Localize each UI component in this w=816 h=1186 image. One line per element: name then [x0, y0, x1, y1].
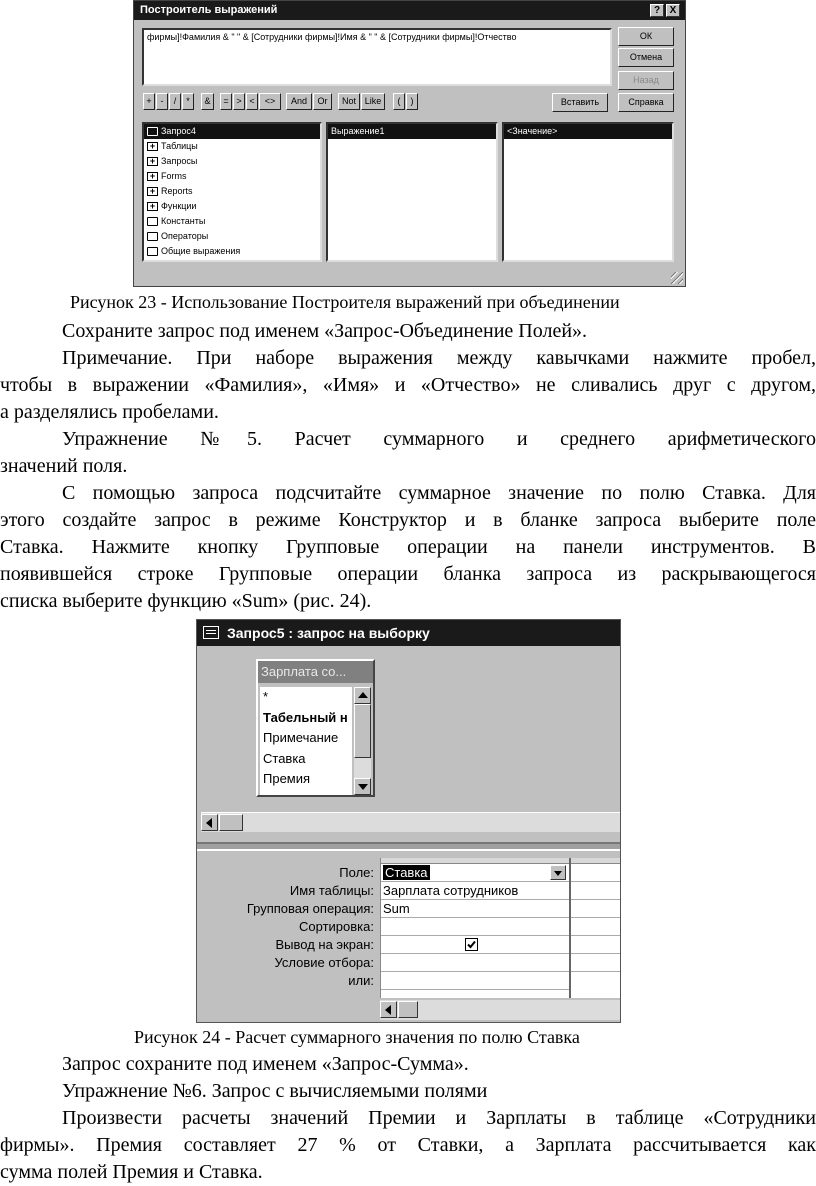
operator-not-button[interactable]: Not	[338, 93, 360, 110]
window-title: Запрос5 : запрос на выборку	[197, 620, 620, 646]
label-sort: Сортировка:	[299, 919, 374, 934]
scroll-thumb[interactable]	[398, 1001, 418, 1018]
expression-elements-list[interactable]	[326, 122, 498, 262]
figure-24-caption: Рисунок 24 - Расчет суммарного значения по полю Ставка	[134, 1027, 580, 1047]
expand-plus-icon: +	[147, 202, 158, 211]
open-folder-icon	[147, 127, 158, 136]
scroll-left-button[interactable]	[380, 1001, 397, 1018]
arrow-up-icon	[358, 692, 368, 698]
lower-hscrollbar[interactable]	[380, 1000, 621, 1020]
operator-divide-button[interactable]: /	[169, 93, 181, 110]
values-list[interactable]	[502, 122, 674, 262]
empty-cell[interactable]	[571, 936, 621, 954]
text-line: чтобы в выражении «Фамилия», «Имя» и «Отчество» не сливались друг с другом,	[0, 374, 816, 396]
expand-plus-icon: +	[147, 157, 158, 166]
folder-icon	[147, 247, 158, 256]
text-line: этого создайте запрос в режиме Конструктор и в бланке запроса выберите поле	[0, 509, 816, 531]
scroll-down-button[interactable]	[354, 778, 371, 795]
list-item-value[interactable]: <Значение>	[504, 124, 672, 139]
text-line: Упражнение №5. Расчет суммарного и среднего арифметического	[62, 428, 816, 450]
checkmark-icon	[466, 939, 477, 950]
field-value: Ставка	[385, 865, 428, 880]
arrow-down-icon	[358, 784, 368, 790]
field-list-box[interactable]	[256, 659, 375, 797]
operator-minus-button[interactable]: -	[156, 93, 168, 110]
field-item-bonus[interactable]: Премия	[263, 771, 311, 786]
field-item-all[interactable]: *	[263, 689, 269, 704]
text-line: Ставка. Нажмите кнопку Групповые операции на панели инструментов. В	[0, 536, 816, 558]
label-criteria: Условие отбора:	[274, 955, 374, 970]
tree-item-reports[interactable]: + Reports	[144, 184, 320, 199]
group-operation-cell[interactable]: Sum	[381, 900, 569, 918]
expand-plus-icon: +	[147, 187, 158, 196]
arrow-left-icon	[206, 818, 212, 828]
text-line: Примечание. При наборе выражения между кавычками нажмите пробел,	[62, 347, 816, 369]
field-select[interactable]	[381, 864, 569, 882]
field-list-scrollbar[interactable]	[354, 687, 371, 795]
text-line: списка выберите функцию «Sum» (рис. 24).	[0, 590, 372, 612]
operator-close-paren-button[interactable]: )	[406, 93, 418, 110]
operator-notequal-button[interactable]: <>	[259, 93, 281, 110]
text-line: значений поля.	[0, 455, 128, 477]
expression-input[interactable]: фирмы]!Фамилия & " " & [Сотрудники фирмы]!Имя & " " & [Сотрудники фирмы]!Отчество	[142, 28, 612, 86]
paragraph-calculations	[0, 1105, 816, 1186]
text-line: а разделялись пробелами.	[0, 401, 219, 423]
upper-hscrollbar[interactable]	[201, 812, 621, 832]
cancel-button[interactable]: Отмена	[618, 48, 674, 67]
pane-splitter[interactable]	[197, 842, 621, 851]
tree-item-operators[interactable]: Операторы	[144, 229, 320, 244]
text-line: сумма полей Премия и Ставка.	[0, 1161, 263, 1183]
operator-like-button[interactable]: Like	[361, 93, 385, 110]
paragraph-save-query: Сохраните запрос под именем «Запрос-Объединение Полей».	[62, 320, 588, 342]
scroll-thumb[interactable]	[219, 814, 243, 831]
operator-open-paren-button[interactable]: (	[393, 93, 405, 110]
tree-item-common-expressions[interactable]: Общие выражения	[144, 244, 320, 259]
criteria-cell[interactable]	[381, 954, 569, 972]
sort-cell[interactable]	[381, 918, 569, 936]
list-item-expression1[interactable]: Выражение1	[328, 124, 496, 139]
table-name-cell[interactable]: Зарплата сотрудников	[381, 882, 569, 900]
paragraph-save-sum: Запрос сохраните под именем «Запрос-Сумма».	[62, 1053, 469, 1075]
ok-button[interactable]: ОК	[618, 27, 674, 46]
paragraph-note	[0, 345, 816, 426]
paragraph-instructions	[0, 480, 816, 615]
help-button[interactable]: Справка	[618, 93, 674, 112]
object-tree-list[interactable]	[142, 122, 322, 262]
paragraph-exercise-6: Упражнение №6. Запрос с вычисляемыми полями	[62, 1080, 488, 1102]
or-cell[interactable]	[381, 972, 569, 990]
show-cell[interactable]	[381, 936, 569, 954]
label-show: Вывод на экран:	[275, 937, 374, 952]
arrow-left-icon	[385, 1005, 391, 1015]
label-table-name: Имя таблицы:	[289, 883, 374, 898]
query-design-window	[196, 619, 621, 1023]
empty-cell[interactable]	[571, 918, 621, 936]
expression-builder-dialog	[133, 0, 686, 287]
chevron-down-icon	[554, 871, 562, 876]
field-item-note[interactable]: Примечание	[263, 730, 339, 745]
text-line: фирмы». Премия составляет 27 % от Ставки, а Зарплата рассчитывается как	[0, 1134, 816, 1156]
tree-item-queries[interactable]: + Запросы	[144, 154, 320, 169]
field-list-title: Зарплата со...	[258, 661, 373, 683]
query-grid[interactable]	[380, 858, 621, 998]
label-field: Поле:	[339, 865, 374, 880]
tree-item-forms[interactable]: + Forms	[144, 169, 320, 184]
tree-item-tables[interactable]: + Таблицы	[144, 139, 320, 154]
field-list[interactable]	[260, 687, 352, 795]
tree-item-functions[interactable]: + Функции	[144, 199, 320, 214]
tree-item-query4[interactable]: Запрос4	[144, 124, 320, 139]
grid-row-labels	[197, 864, 374, 990]
query-icon	[203, 626, 219, 639]
field-item-tab-number[interactable]: Табельный н	[263, 709, 348, 725]
operator-equals-button[interactable]: =	[220, 93, 232, 110]
paste-button[interactable]: Вставить	[552, 93, 608, 112]
operator-or-button[interactable]: Or	[313, 93, 332, 110]
operator-and-button[interactable]: And	[286, 93, 312, 110]
empty-cell[interactable]	[571, 900, 621, 918]
paragraph-exercise-5	[0, 426, 816, 480]
show-checkbox[interactable]	[465, 938, 478, 951]
operator-plus-button[interactable]: +	[143, 93, 155, 110]
label-or: или:	[348, 973, 374, 988]
resize-grip-icon[interactable]	[671, 272, 683, 284]
operator-multiply-button[interactable]: *	[182, 93, 194, 110]
label-group-operation: Групповая операция:	[246, 901, 374, 916]
figure-23-caption: Рисунок 23 - Использование Построителя выражений при объединении	[70, 292, 620, 312]
empty-cell[interactable]	[571, 954, 621, 972]
folder-icon	[147, 217, 158, 226]
scroll-thumb[interactable]	[354, 704, 371, 758]
text-line: Произвести расчеты значений Премии и Зарплаты в таблице «Сотрудники	[62, 1107, 816, 1129]
empty-cell[interactable]	[571, 864, 621, 882]
scroll-up-button[interactable]	[354, 687, 371, 704]
empty-cell[interactable]	[571, 882, 621, 900]
text-line: появившейся строке Групповые операции бланка запроса из раскрывающегося	[0, 563, 816, 585]
expand-plus-icon: +	[147, 142, 158, 151]
expand-plus-icon: +	[147, 172, 158, 181]
text-line: С помощью запроса подсчитайте суммарное значение по полю Ставка. Для	[62, 482, 816, 504]
folder-icon	[147, 232, 158, 241]
help-title-button[interactable]: ?	[650, 4, 664, 17]
scroll-left-button[interactable]	[201, 814, 218, 831]
dropdown-button[interactable]	[550, 865, 566, 880]
operator-greater-button[interactable]: >	[233, 93, 245, 110]
back-button[interactable]: Назад	[618, 71, 674, 90]
operator-less-button[interactable]: <	[246, 93, 258, 110]
dialog-title: Построитель выражений	[134, 1, 685, 20]
close-title-button[interactable]: X	[666, 4, 680, 17]
operator-concat-button[interactable]: &	[201, 93, 214, 110]
tree-item-constants[interactable]: Константы	[144, 214, 320, 229]
field-item-rate[interactable]: Ставка	[263, 750, 306, 766]
